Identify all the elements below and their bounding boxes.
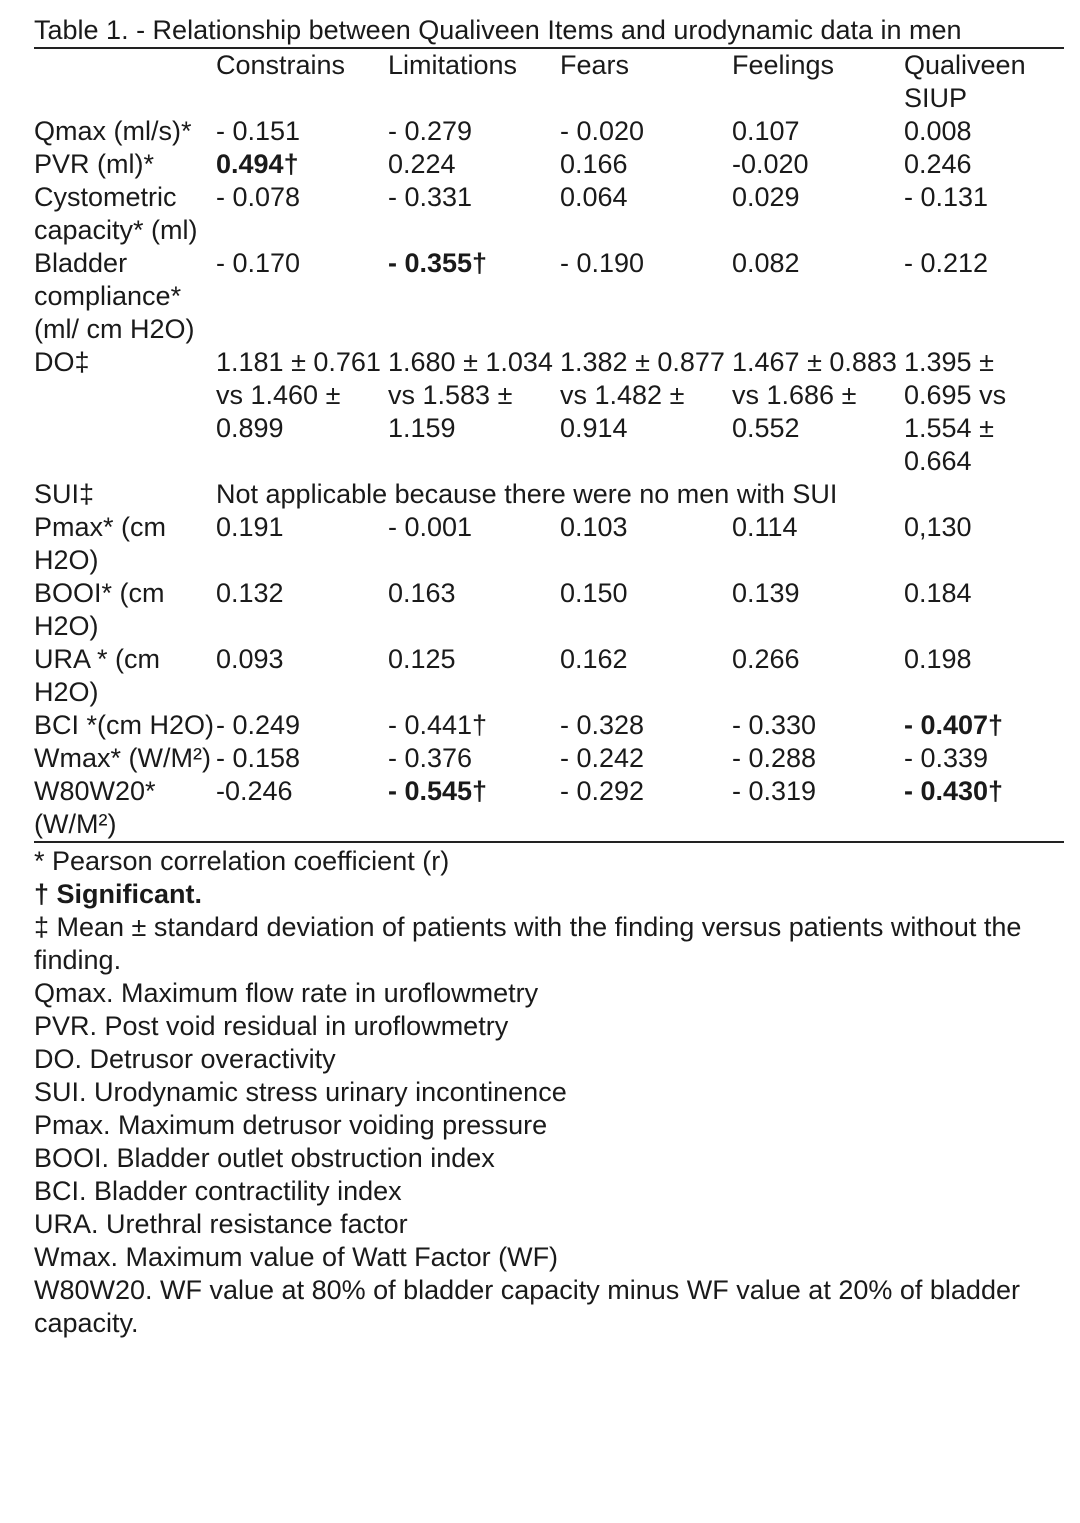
table-cell: 0.114: [732, 512, 798, 542]
table-row: [34, 742, 1064, 775]
table-cell: 0.103: [560, 512, 628, 542]
bottom-rule: [34, 841, 1064, 843]
table-cell: 0,130: [904, 512, 972, 542]
footnote-line: ‡ Mean ± standard deviation of patients with the finding versus patients without the finding.: [34, 912, 1022, 975]
row-label: URA * (cm H2O): [34, 644, 161, 707]
table-cell: - 0.078: [216, 182, 301, 212]
header-cell-qualiveen-siup: Qualiveen SIUP: [904, 50, 1026, 113]
row-span-note: Not applicable because there were no men with SUI: [216, 479, 838, 509]
table-row: [34, 511, 1064, 577]
table-row: [34, 181, 1064, 247]
table-cell: 0.150: [560, 578, 628, 608]
table-cell: 0.107: [732, 116, 800, 146]
table-cell: - 0.319: [732, 776, 817, 806]
row-label: BCI *(cm H2O): [34, 710, 215, 740]
table-cell: - 0.158: [216, 743, 301, 773]
row-label: Bladder compliance* (ml/ cm H2O): [34, 248, 195, 344]
footnote-line: BCI. Bladder contractility index: [34, 1176, 402, 1206]
table-row: [34, 643, 1064, 709]
table-cell: - 0.249: [216, 710, 301, 740]
footnote-line: W80W20. WF value at 80% of bladder capacity minus WF value at 20% of bladder capacity.: [34, 1275, 1020, 1338]
table-cell: - 0.430†: [904, 776, 1004, 806]
footnote-line: Wmax. Maximum value of Watt Factor (WF): [34, 1242, 559, 1272]
table-cell: 1.467 ± 0.883 vs 1.686 ± 0.552: [732, 347, 897, 443]
table-row: [34, 346, 1064, 478]
table-cell: - 0.212: [904, 248, 989, 278]
row-label: PVR (ml)*: [34, 149, 154, 179]
footnote-line: Qmax. Maximum flow rate in uroflowmetry: [34, 978, 539, 1008]
table-caption: Table 1. - Relationship between Qualiveen Items and urodynamic data in men: [34, 15, 962, 45]
table-cell: -0.246: [216, 776, 293, 806]
table-cell: - 0.330: [732, 710, 817, 740]
header-cell-feelings: Feelings: [732, 50, 835, 80]
table-cell: 0.266: [732, 644, 800, 674]
table-row: [34, 709, 1064, 742]
row-label: Cystometric capacity* (ml): [34, 182, 198, 245]
footnote-line: URA. Urethral resistance factor: [34, 1209, 408, 1239]
table-cell: 1.395 ± 0.695 vs 1.554 ± 0.664: [904, 347, 1007, 476]
table-cell: - 0.339: [904, 743, 989, 773]
table-cell: - 0.170: [216, 248, 301, 278]
table-cell: 1.680 ± 1.034 vs 1.583 ± 1.159: [388, 347, 553, 443]
table-header: [34, 49, 1064, 115]
table-cell: - 0.242: [560, 743, 645, 773]
header-cell-constrains: Constrains: [216, 50, 346, 80]
table-row: [34, 577, 1064, 643]
table-cell: 0.224: [388, 149, 456, 179]
table-cell: - 0.376: [388, 743, 473, 773]
table-cell: 0.125: [388, 644, 456, 674]
table-row: [34, 478, 1064, 511]
table-cell: 0.008: [904, 116, 972, 146]
table-cell: 0.064: [560, 182, 628, 212]
table-cell: - 0.331: [388, 182, 473, 212]
footnote-line: DO. Detrusor overactivity: [34, 1044, 336, 1074]
row-label: DO‡: [34, 347, 90, 377]
row-label: Wmax* (W/M²): [34, 743, 211, 773]
table-cell: 0.139: [732, 578, 800, 608]
header-row: [34, 49, 1064, 115]
table-cell: 0.132: [216, 578, 284, 608]
row-label: W80W20* (W/M²): [34, 776, 156, 839]
table-cell: - 0.441†: [388, 710, 488, 740]
table-cell: 1.382 ± 0.877 vs 1.482 ± 0.914: [560, 347, 725, 443]
table-cell: 1.181 ± 0.761 vs 1.460 ± 0.899: [216, 347, 381, 443]
footnotes: [34, 845, 1064, 1340]
correlation-table: [34, 49, 1064, 841]
table-cell: 0.198: [904, 644, 972, 674]
header-cell-stub: [34, 49, 216, 115]
table-cell: 0.093: [216, 644, 284, 674]
table-cell: 0.166: [560, 149, 628, 179]
table-cell: 0.162: [560, 644, 628, 674]
table-row: [34, 148, 1064, 181]
table-cell: - 0.279: [388, 116, 473, 146]
table-cell: 0.184: [904, 578, 972, 608]
table-cell: 0.163: [388, 578, 456, 608]
table-cell: - 0.328: [560, 710, 645, 740]
table-row: [34, 247, 1064, 346]
table-figure: [34, 14, 1064, 1340]
table-cell: - 0.151: [216, 116, 301, 146]
table-cell: - 0.020: [560, 116, 645, 146]
table-cell: 0.246: [904, 149, 972, 179]
row-label: Pmax* (cm H2O): [34, 512, 167, 575]
header-cell-limitations: Limitations: [388, 50, 518, 80]
row-label: SUI‡: [34, 479, 95, 509]
header-cell-fears: Fears: [560, 50, 630, 80]
footnote-line: * Pearson correlation coefficient (r): [34, 846, 450, 876]
table-cell: - 0.407†: [904, 710, 1004, 740]
footnote-line: PVR. Post void residual in uroflowmetry: [34, 1011, 509, 1041]
table-row: [34, 775, 1064, 841]
table-cell: - 0.288: [732, 743, 817, 773]
footnote-line: † Significant.: [34, 879, 203, 909]
row-label: BOOI* (cm H2O): [34, 578, 165, 641]
table-cell: - 0.545†: [388, 776, 488, 806]
table-cell: -0.020: [732, 149, 809, 179]
table-cell: - 0.292: [560, 776, 645, 806]
table-row: [34, 115, 1064, 148]
table-cell: 0.494†: [216, 149, 299, 179]
table-cell: 0.029: [732, 182, 800, 212]
table-cell: - 0.355†: [388, 248, 488, 278]
row-label: Qmax (ml/s)*: [34, 116, 192, 146]
table-cell: 0.082: [732, 248, 800, 278]
footnote-line: BOOI. Bladder outlet obstruction index: [34, 1143, 495, 1173]
table-cell: 0.191: [216, 512, 284, 542]
footnote-line: SUI. Urodynamic stress urinary incontinence: [34, 1077, 567, 1107]
table-cell: - 0.001: [388, 512, 473, 542]
table-body: [34, 115, 1064, 841]
footnote-line: Pmax. Maximum detrusor voiding pressure: [34, 1110, 548, 1140]
table-cell: - 0.190: [560, 248, 645, 278]
table-cell: - 0.131: [904, 182, 989, 212]
